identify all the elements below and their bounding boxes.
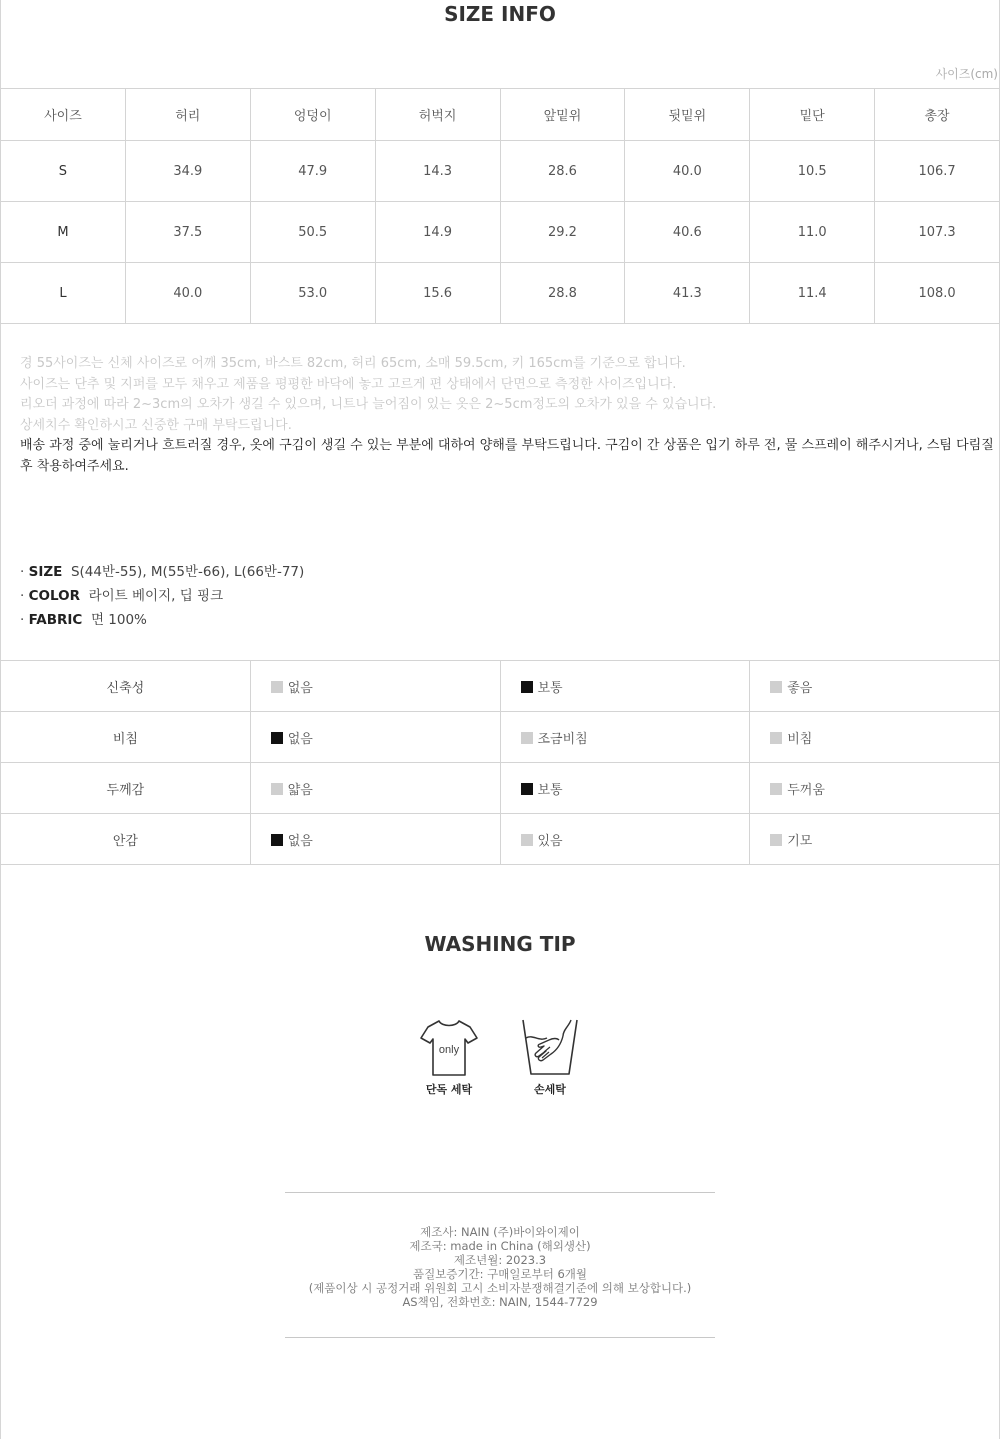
header-cell-waist: 허리 xyxy=(125,89,250,141)
spec-color-label: COLOR xyxy=(28,588,80,604)
attribute-label: 비침 xyxy=(1,712,251,763)
table-cell: 107.3 xyxy=(875,202,1000,263)
checkbox-indicator xyxy=(521,681,533,693)
size-table xyxy=(0,88,1000,324)
info-line: AS책임, 전화번호: NAIN, 1544-7729 xyxy=(402,1295,598,1309)
note-line: 상세치수 확인하시고 신중한 구매 부탁드립니다. xyxy=(20,417,292,433)
checkbox-indicator xyxy=(770,834,782,846)
option-label: 얇음 xyxy=(287,782,313,798)
info-line: (제품이상 시 공정거래 위원회 고시 소비자분쟁해결기준에 의해 보상합니다.) xyxy=(308,1281,692,1295)
attribute-option xyxy=(250,763,500,814)
table-row xyxy=(1,141,1000,202)
option-label: 좋음 xyxy=(787,680,813,696)
table-cell: 14.9 xyxy=(375,202,500,263)
spec-fabric-label: FABRIC xyxy=(28,612,83,628)
attribute-option xyxy=(750,661,1000,712)
checkbox-indicator xyxy=(271,732,283,744)
size-unit-label: 사이즈(cm) xyxy=(935,67,998,81)
option-label: 두꺼움 xyxy=(787,782,825,798)
product-specs xyxy=(20,560,304,632)
attribute-label: 두께감 xyxy=(1,763,251,814)
attribute-row xyxy=(1,763,1000,814)
table-cell: 15.6 xyxy=(375,263,500,324)
table-cell: 11.4 xyxy=(750,263,875,324)
product-info xyxy=(0,1225,1000,1309)
spec-color: · COLOR 라이트 베이지, 딥 핑크 xyxy=(20,588,224,604)
attribute-label: 신축성 xyxy=(1,661,251,712)
attribute-row xyxy=(1,712,1000,763)
tshirt-only-icon xyxy=(419,1016,479,1078)
spec-color-value: 라이트 베이지, 딥 핑크 xyxy=(88,588,224,604)
attribute-label: 안감 xyxy=(1,814,251,865)
fabric-attributes-table xyxy=(0,660,1000,865)
divider xyxy=(285,1192,715,1193)
spec-size-value: S(44반-55), M(55반-66), L(66반-77) xyxy=(70,564,305,580)
header-cell-length: 총장 xyxy=(875,89,1000,141)
size-notes xyxy=(20,354,995,478)
option-label: 보통 xyxy=(537,680,563,696)
care-caption: 손세탁 xyxy=(534,1083,566,1096)
attribute-row xyxy=(1,661,1000,712)
spec-fabric-value: 면 100% xyxy=(90,612,147,628)
attribute-option xyxy=(250,712,500,763)
attribute-row xyxy=(1,814,1000,865)
table-cell: 28.6 xyxy=(500,141,625,202)
info-line: 품질보증기간: 구매일로부터 6개월 xyxy=(412,1267,588,1281)
table-cell: 53.0 xyxy=(250,263,375,324)
washing-tip-title: WASHING TIP xyxy=(424,932,576,956)
checkbox-indicator xyxy=(770,681,782,693)
checkbox-indicator xyxy=(521,732,533,744)
attribute-option xyxy=(750,763,1000,814)
header-cell-back-rise: 뒷밑위 xyxy=(625,89,750,141)
size-cell: M xyxy=(1,202,126,263)
table-cell: 50.5 xyxy=(250,202,375,263)
table-cell: 41.3 xyxy=(625,263,750,324)
table-cell: 10.5 xyxy=(750,141,875,202)
table-cell: 106.7 xyxy=(875,141,1000,202)
attribute-option xyxy=(500,814,750,865)
spec-fabric: · FABRIC 면 100% xyxy=(20,612,147,628)
table-row xyxy=(1,202,1000,263)
option-label: 없음 xyxy=(287,731,313,747)
header-cell-thigh: 허벅지 xyxy=(375,89,500,141)
table-cell: 40.0 xyxy=(125,263,250,324)
size-table-header xyxy=(1,89,1000,141)
spec-size-label: SIZE xyxy=(28,564,63,580)
header-cell-hem: 밑단 xyxy=(750,89,875,141)
info-line: 제조국: made in China (해외생산) xyxy=(409,1239,591,1253)
note-line: 사이즈는 단추 및 지퍼를 모두 채우고 제품을 평평한 바닥에 놓고 고르게 편 상태에서 단면으로 측정한 사이즈입니다. xyxy=(20,376,677,392)
checkbox-indicator xyxy=(271,681,283,693)
size-cell: S xyxy=(1,141,126,202)
size-info-title: SIZE INFO xyxy=(444,2,556,26)
table-cell: 40.0 xyxy=(625,141,750,202)
table-cell: 29.2 xyxy=(500,202,625,263)
care-item xyxy=(414,1016,484,1097)
care-caption: 단독 세탁 xyxy=(425,1083,473,1096)
attribute-option xyxy=(750,814,1000,865)
only-badge: only xyxy=(438,1044,460,1056)
table-cell: 40.6 xyxy=(625,202,750,263)
table-row xyxy=(1,263,1000,324)
table-cell: 14.3 xyxy=(375,141,500,202)
attribute-option xyxy=(750,712,1000,763)
attribute-option xyxy=(500,661,750,712)
table-cell: 34.9 xyxy=(125,141,250,202)
care-item xyxy=(515,1016,585,1097)
table-cell: 28.8 xyxy=(500,263,625,324)
checkbox-indicator xyxy=(521,834,533,846)
note-line: 리오더 과정에 따라 2~3cm의 오차가 생길 수 있으며, 니트나 늘어짐이 있는 옷은 2~5cm정도의 오차가 있을 수 있습니다. xyxy=(20,397,717,413)
info-line: 제조사: NAIN (주)바이와이제이 xyxy=(420,1225,580,1239)
checkbox-indicator xyxy=(271,834,283,846)
table-cell: 37.5 xyxy=(125,202,250,263)
size-cell: L xyxy=(1,263,126,324)
attribute-option xyxy=(500,712,750,763)
option-label: 기모 xyxy=(787,833,813,849)
option-label: 없음 xyxy=(287,680,313,696)
table-cell: 108.0 xyxy=(875,263,1000,324)
header-cell-hip: 엉덩이 xyxy=(250,89,375,141)
checkbox-indicator xyxy=(770,783,782,795)
header-cell-front-rise: 앞밑위 xyxy=(500,89,625,141)
divider xyxy=(285,1337,715,1338)
option-label: 있음 xyxy=(537,833,563,849)
info-line: 제조년월: 2023.3 xyxy=(453,1253,547,1267)
note-line: 경 55사이즈는 신체 사이즈로 어깨 35cm, 바스트 82cm, 허리 65cm, 소매 59.5cm, 키 165cm를 기준으로 합니다. xyxy=(20,356,686,371)
attribute-option xyxy=(250,814,500,865)
shipping-note: 배송 과정 중에 눌리거나 흐트러질 경우, 옷에 구김이 생길 수 있는 부분에 대하여 양해를 부탁드립니다. 구김이 간 상품은 입기 하루 전, 물 스프레이 해주시거나, 스팀 다림질 후 착용하여주세요. xyxy=(20,438,994,474)
option-label: 없음 xyxy=(287,833,313,849)
option-label: 보통 xyxy=(537,782,563,798)
table-cell: 47.9 xyxy=(250,141,375,202)
checkbox-indicator xyxy=(271,783,283,795)
attribute-option xyxy=(250,661,500,712)
attribute-option xyxy=(500,763,750,814)
spec-size: · SIZE S(44반-55), M(55반-66), L(66반-77) xyxy=(20,564,305,580)
option-label: 조금비침 xyxy=(537,731,588,747)
checkbox-indicator xyxy=(770,732,782,744)
hand-wash-icon xyxy=(519,1016,581,1078)
table-cell: 11.0 xyxy=(750,202,875,263)
checkbox-indicator xyxy=(521,783,533,795)
option-label: 비침 xyxy=(787,731,813,747)
header-cell-size: 사이즈 xyxy=(1,89,126,141)
